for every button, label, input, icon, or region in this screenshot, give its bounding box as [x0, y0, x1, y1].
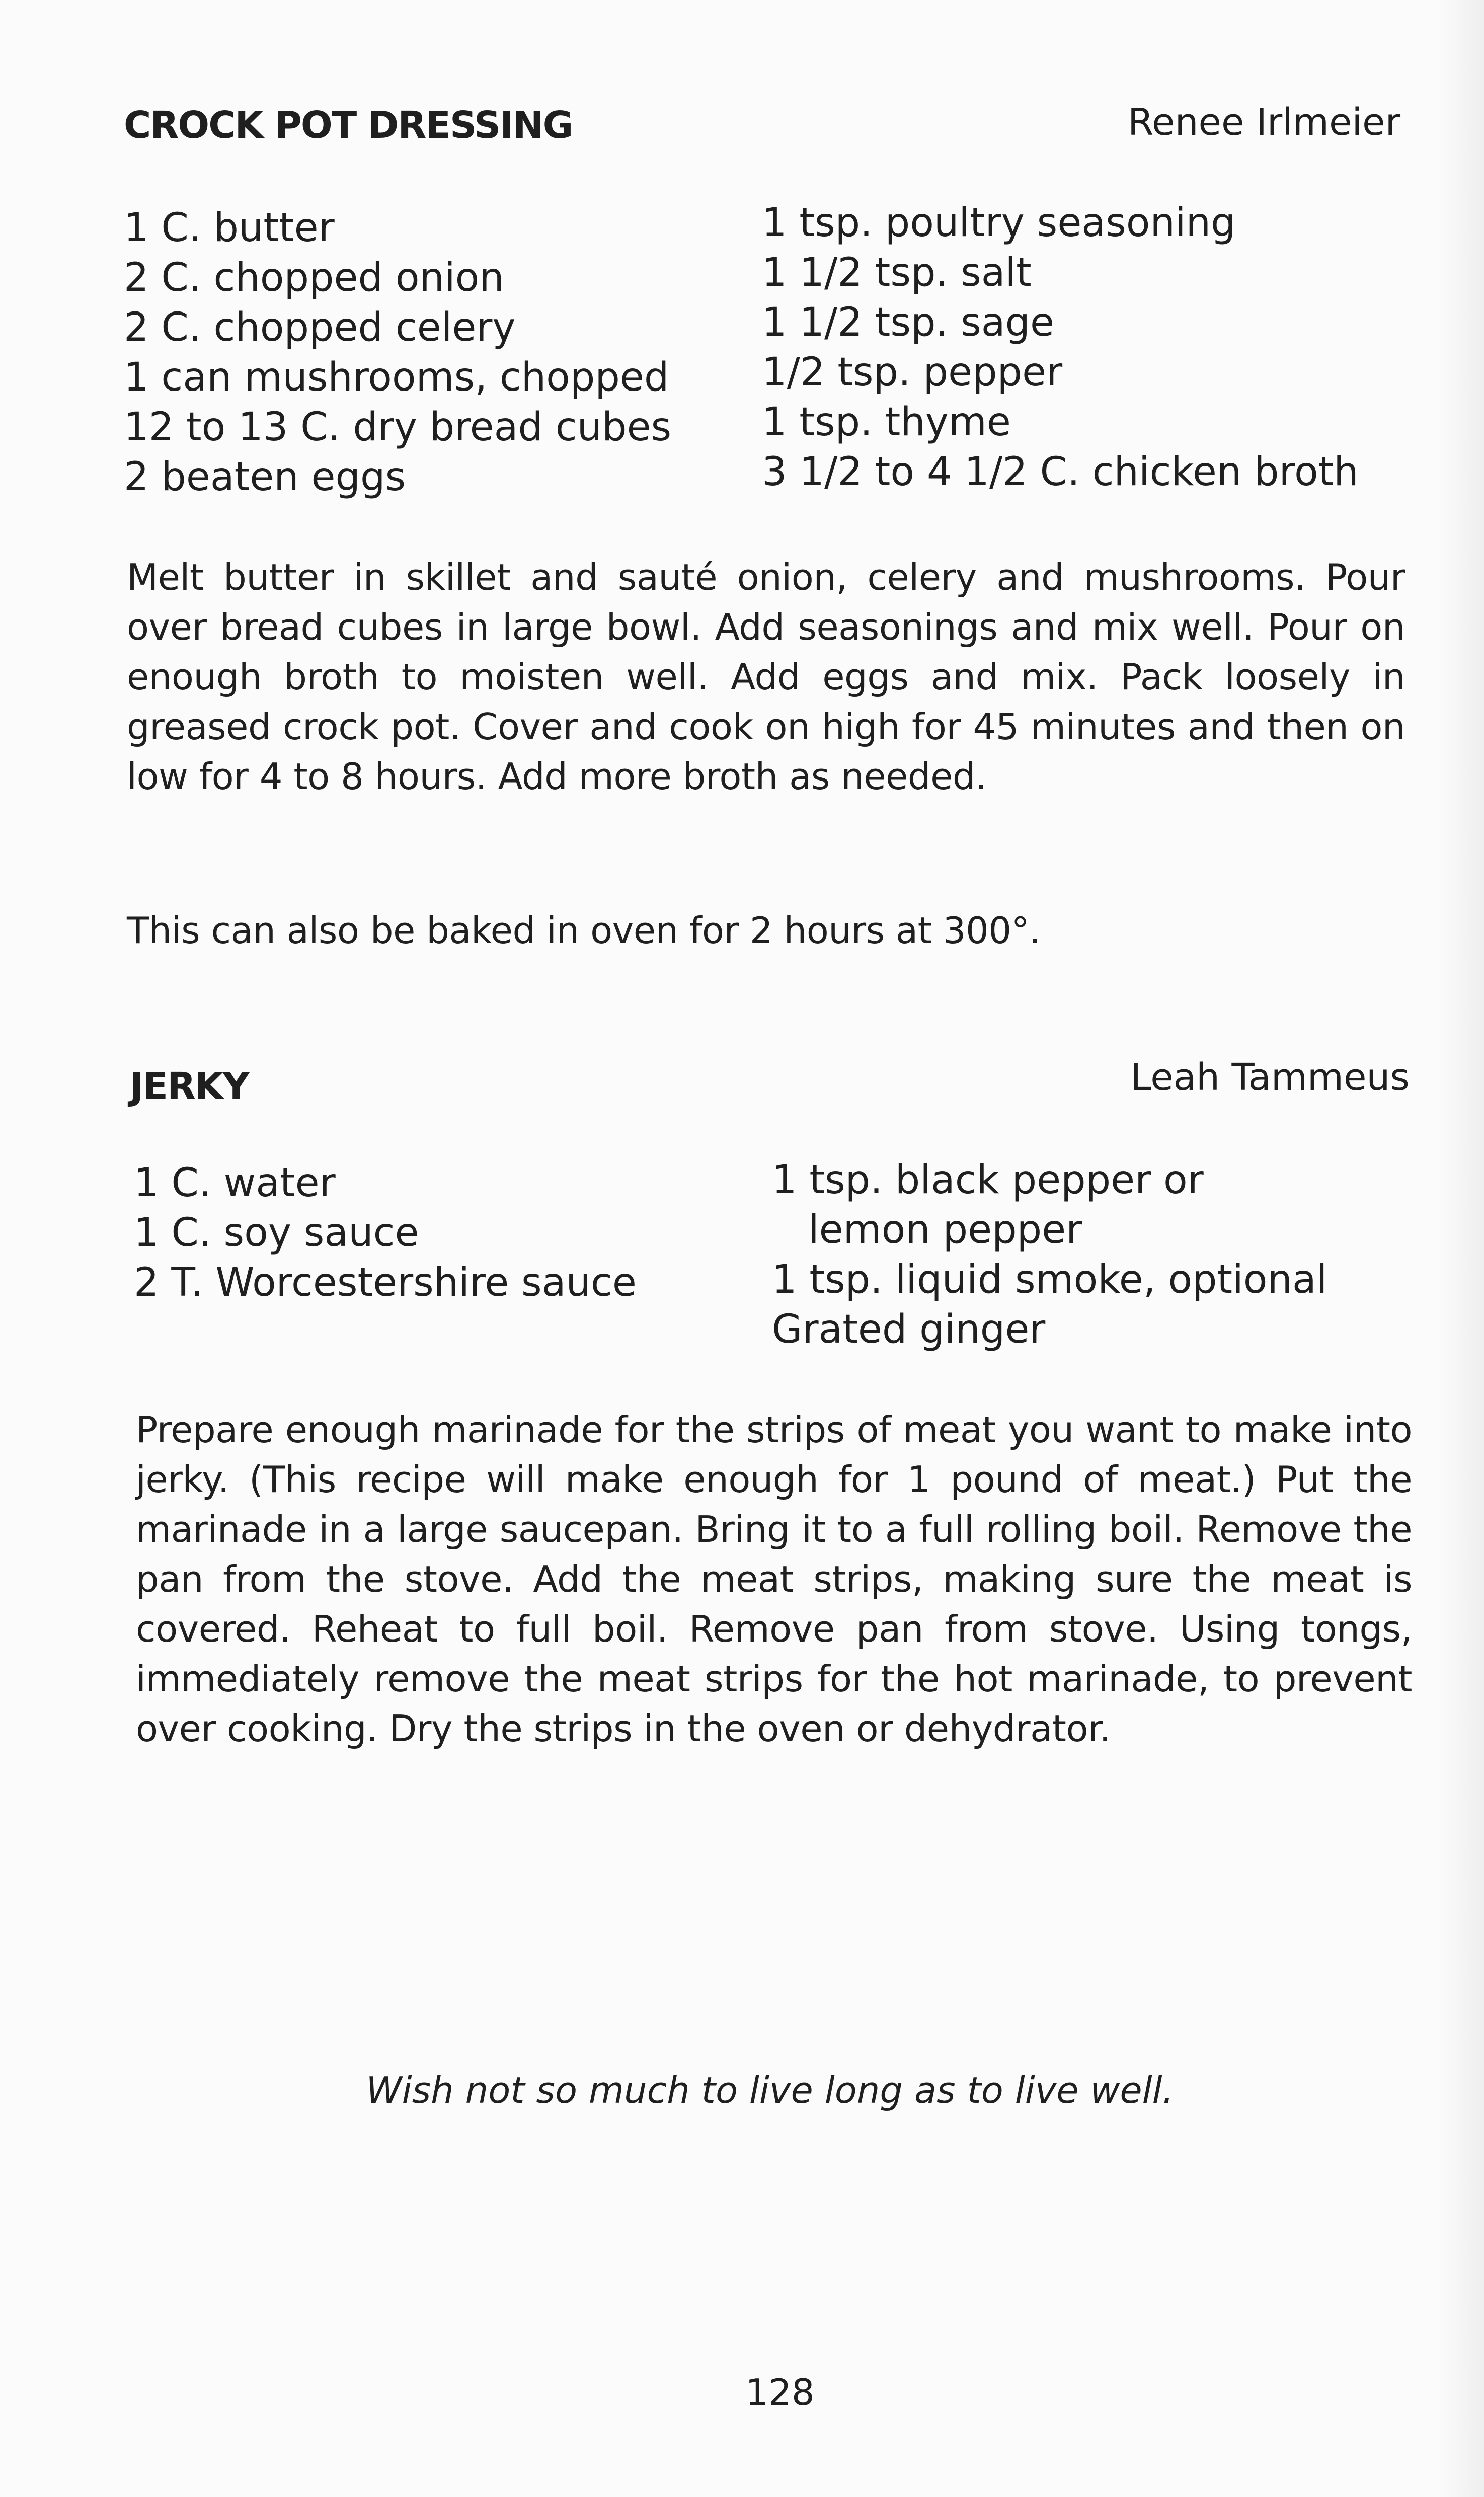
ingredient-item: 1 C. water: [134, 1160, 336, 1206]
directions-jerky: Prepare enough marinade for the strips of meat you want to make into jerky. (This recipe will make enough for 1 pound of meat.) Put the marinade in a large saucepan. Bring it to a full rolling boil. Remove the pan from the stove. Add the meat strips, making sure the meat is covered. Reheat to full boil. Remove pan from stove. Using tongs, immediately remove the meat strips for the hot marinade, to prevent over cooking. Dry the strips in the oven or dehydrator.: [136, 1409, 1412, 1750]
recipe-author-jerky: Leah Tammeus: [1130, 1056, 1410, 1099]
ingredient-item: 2 C. chopped onion: [124, 255, 504, 300]
ingredient-item: 3 1/2 to 4 1/2 C. chicken broth: [762, 449, 1359, 495]
ingredient-item: 1 tsp. poultry seasoning: [762, 200, 1236, 246]
recipe-title-jerky: JERKY: [130, 1065, 249, 1108]
ingredient-item: 1 can mushrooms, chopped: [124, 355, 669, 400]
ingredient-item: 1 1/2 tsp. salt: [762, 250, 1032, 295]
note-crock-pot-dressing: This can also be baked in oven for 2 hours at 300°.: [127, 909, 1041, 952]
ingredient-item: Grated ginger: [772, 1307, 1046, 1352]
ingredient-item: 1/2 tsp. pepper: [762, 350, 1063, 395]
ingredient-item: 2 C. chopped celery: [124, 305, 516, 350]
ingredients-left-crock-pot-dressing: [124, 203, 671, 502]
ingredient-item: lemon pepper: [808, 1207, 1082, 1253]
recipe-title-crock-pot-dressing: CROCK POT DRESSING: [124, 104, 573, 147]
ingredients-left-jerky: [134, 1158, 637, 1308]
ingredient-item: 2 T. Worcestershire sauce: [134, 1260, 637, 1305]
ingredient-item: 1 tsp. thyme: [762, 400, 1011, 445]
ingredients-right-jerky: [772, 1155, 1327, 1355]
page-edge-shadow: [1439, 0, 1484, 2497]
ingredient-item: 1 1/2 tsp. sage: [762, 300, 1055, 345]
ingredient-item: 1 tsp. liquid smoke, optional: [772, 1257, 1327, 1302]
ingredient-item: 1 C. butter: [124, 205, 335, 251]
footer-quote: Wish not so much to live long as to live well.: [366, 2069, 1174, 2112]
ingredient-item: 1 tsp. black pepper or: [772, 1157, 1204, 1203]
recipe-author-crock-pot-dressing: Renee Irlmeier: [1127, 101, 1400, 144]
page-number: 128: [745, 2371, 815, 2413]
ingredient-item: 12 to 13 C. dry bread cubes: [124, 405, 672, 450]
ingredient-item: 2 beaten eggs: [124, 454, 406, 500]
ingredients-right-crock-pot-dressing: [762, 198, 1359, 497]
directions-crock-pot-dressing: Melt butter in skillet and sauté onion, celery and mushrooms. Pour over bread cubes in large bowl. Add seasonings and mix well. Pour on enough broth to moisten well. Add eggs and mix. Pack loosely in greased crock pot. Cover and cook on high for 45 minutes and then on low for 4 to 8 hours. Add more broth as needed.: [127, 556, 1405, 798]
ingredient-item: 1 C. soy sauce: [134, 1210, 419, 1256]
